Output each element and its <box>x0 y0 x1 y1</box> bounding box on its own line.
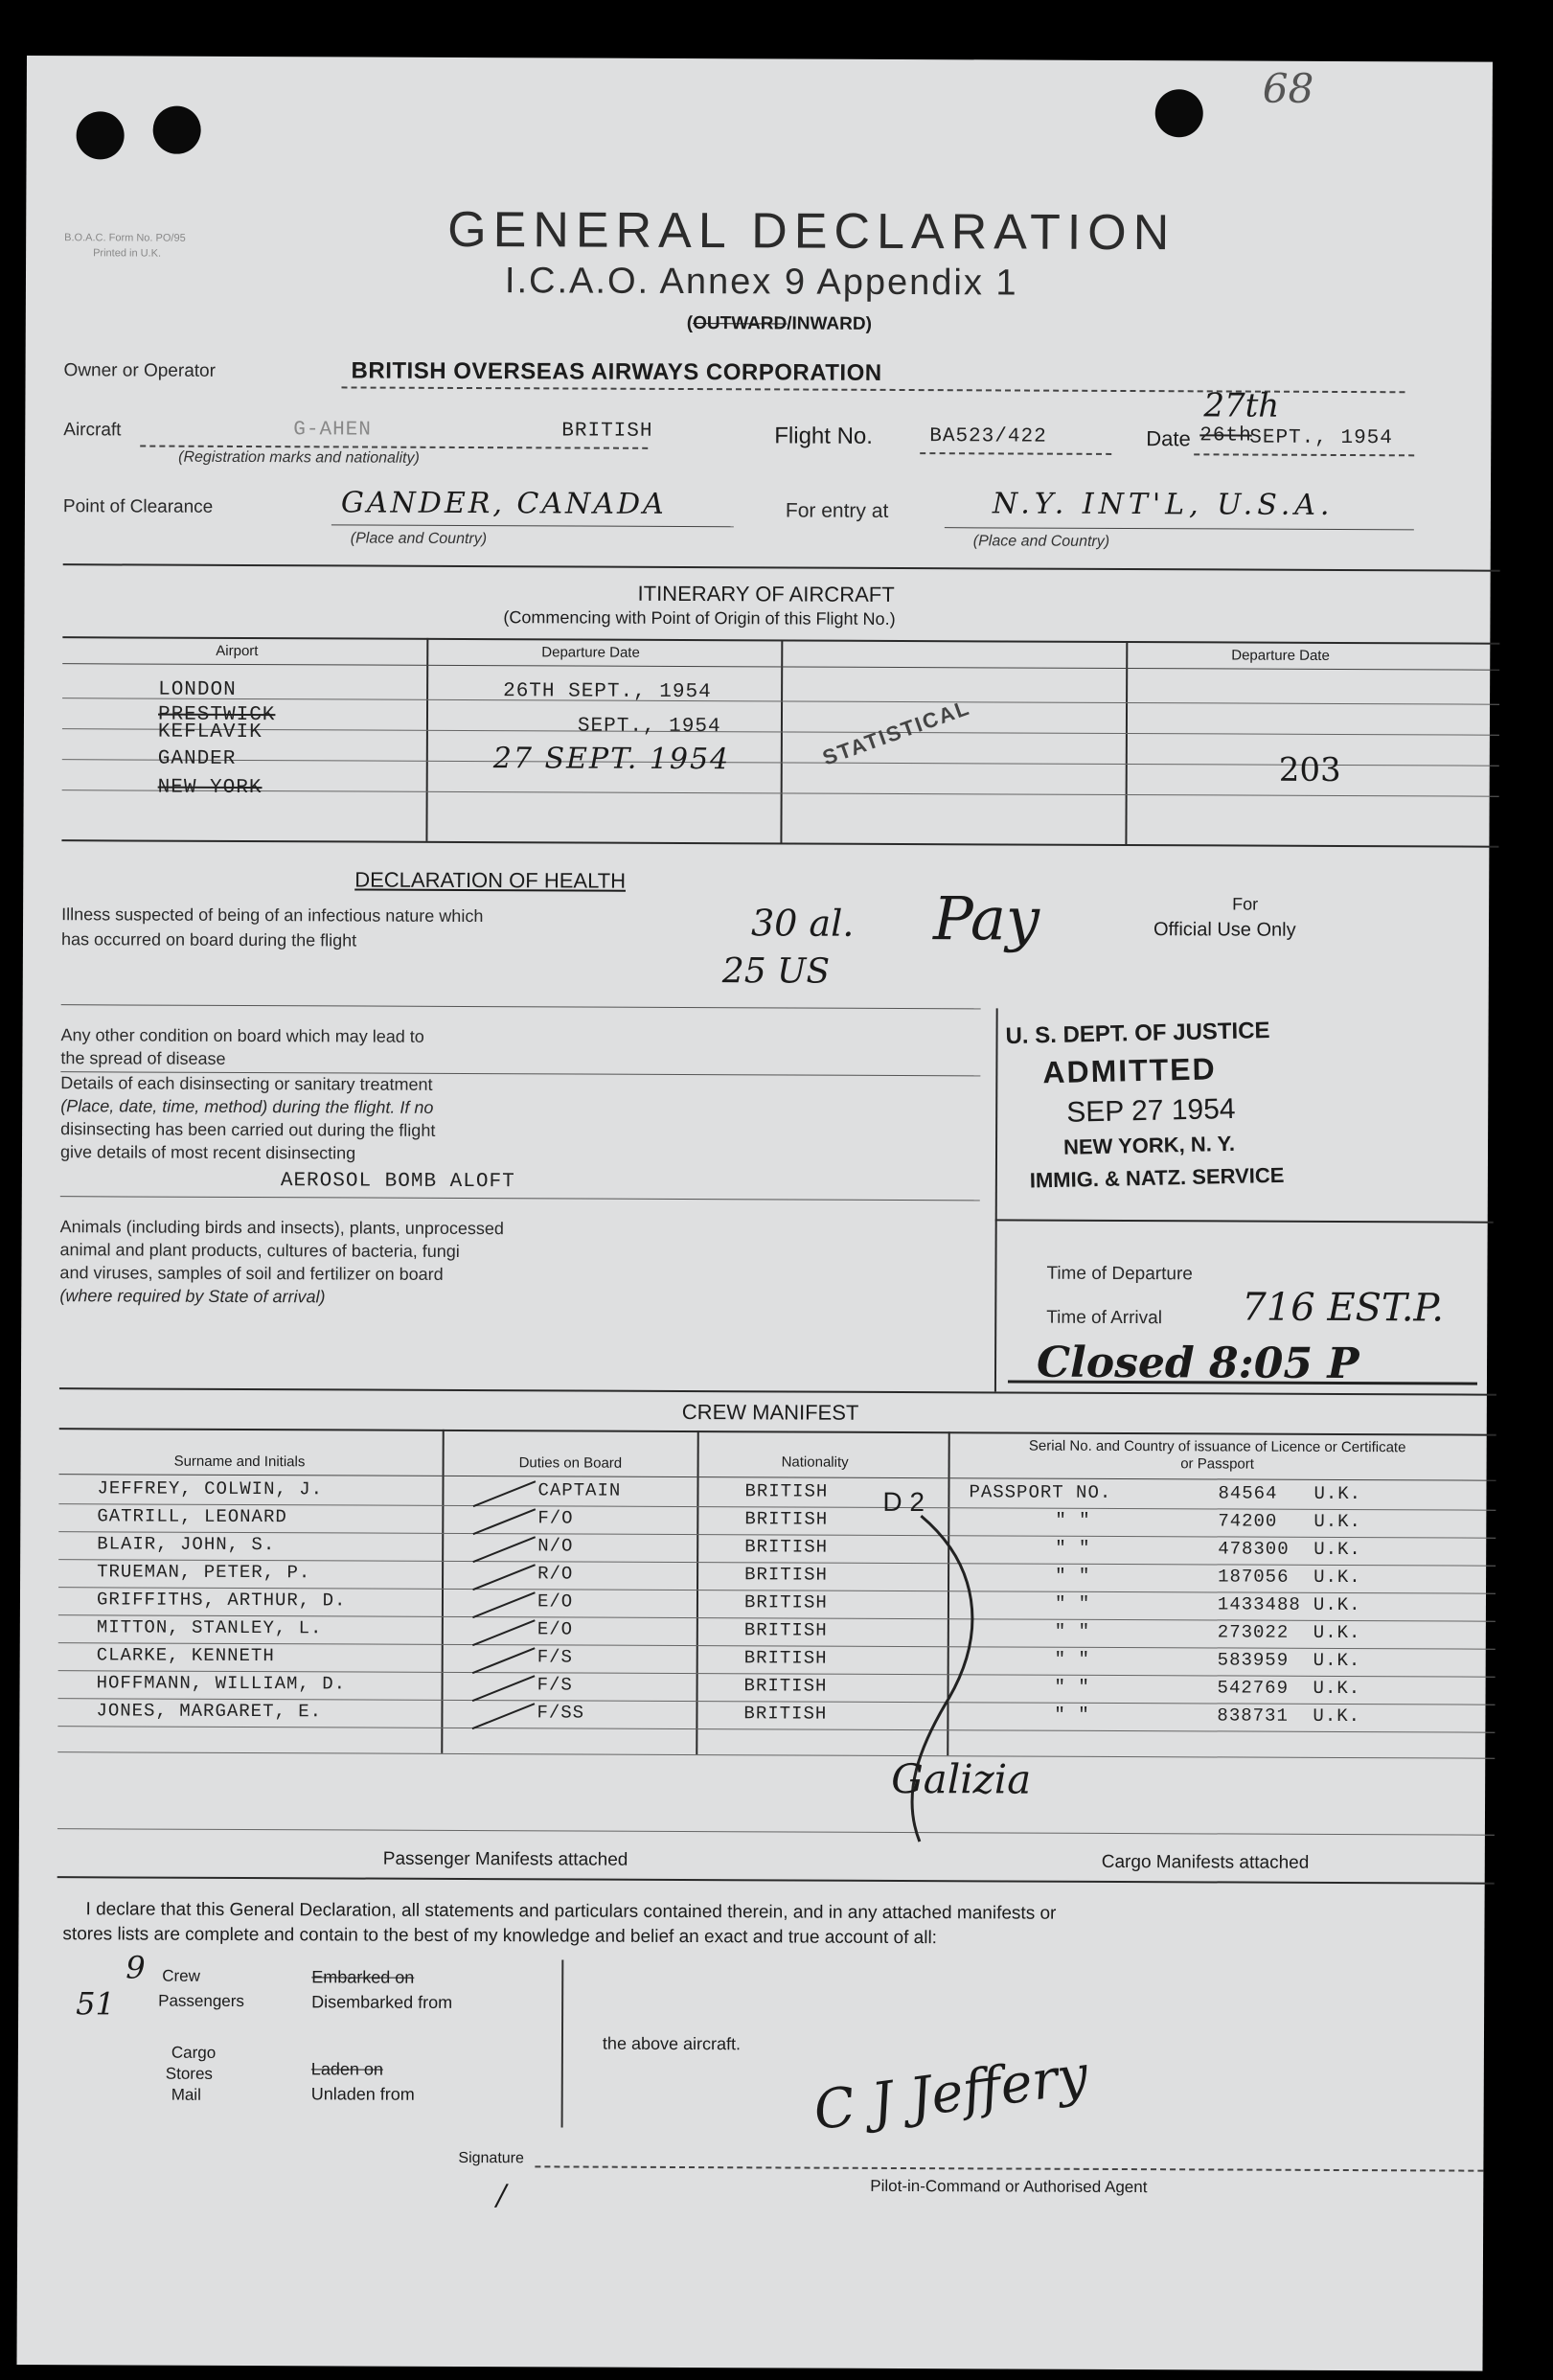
crew-document: " " <box>1055 1509 1091 1531</box>
crew-document: " " <box>1054 1676 1090 1698</box>
crew-document: " " <box>1055 1537 1091 1559</box>
itinerary-airport: GANDER <box>157 747 237 770</box>
itinerary-title: ITINERARY OF AIRCRAFT <box>637 581 895 606</box>
crew-serial: 478300 <box>1218 1538 1290 1560</box>
crew-count-label: Crew <box>162 1966 200 1985</box>
disinsecting-value: AEROSOL BOMB ALOFT <box>280 1170 515 1194</box>
crew-header-duty: Duties on Board <box>518 1454 623 1472</box>
punch-hole-left-2 <box>153 106 201 154</box>
crew-duty: CAPTAIN <box>537 1479 622 1501</box>
mail-label: Mail <box>171 2085 201 2104</box>
crew-header-nationality: Nationality <box>781 1453 849 1471</box>
crew-hand-signature: Galizia <box>891 1754 1032 1803</box>
check-mark <box>472 1647 536 1674</box>
crew-name: CLARKE, KENNETH <box>96 1644 275 1667</box>
flight-label: Flight No. <box>774 423 874 449</box>
form-subtitle: I.C.A.O. Annex 9 Appendix 1 <box>504 261 1018 304</box>
check-mark <box>472 1508 536 1535</box>
crew-nationality: BRITISH <box>744 1536 829 1558</box>
crew-nationality: BRITISH <box>744 1508 829 1530</box>
crew-country: U.K. <box>1313 1705 1361 1728</box>
crew-name: JEFFREY, COLWIN, J. <box>97 1477 324 1500</box>
itinerary-header-date-2: Departure Date <box>1231 647 1330 664</box>
cargo-manifests: Cargo Manifests attached <box>1101 1851 1310 1873</box>
crew-document: PASSPORT NO. <box>969 1481 1112 1503</box>
crew-duty: F/SS <box>537 1702 585 1724</box>
crew-serial: 1433488 <box>1217 1593 1301 1615</box>
entry-label: For entry at <box>785 499 889 522</box>
crew-document: " " <box>1055 1565 1091 1587</box>
crew-nationality: BRITISH <box>743 1703 828 1725</box>
crew-serial: 84564 <box>1218 1482 1278 1504</box>
crew-country: U.K. <box>1313 1649 1361 1672</box>
owner-value: BRITISH OVERSEAS AIRWAYS CORPORATION <box>351 357 882 386</box>
date-struck: 26th <box>1199 424 1252 447</box>
crew-country: U.K. <box>1313 1510 1361 1533</box>
printer-note-1: B.O.A.C. Form No. PO/95 <box>64 232 186 244</box>
check-mark <box>472 1536 536 1563</box>
captain-signature: C J Jeffery <box>810 2044 1092 2143</box>
entry-caption: (Place and Country) <box>972 533 1110 550</box>
admitted-stamp: U. S. DEPT. OF JUSTICE ADMITTED SEP 27 1954 NEW YORK, N. Y. IMMIG. & NATZ. SERVICE <box>1005 1018 1285 1193</box>
registration-caption: (Registration marks and nationality) <box>178 448 420 467</box>
stray-mark: / <box>496 2179 507 2213</box>
official-use-label-2: Official Use Only <box>1153 919 1296 941</box>
crew-nationality: BRITISH <box>743 1619 828 1641</box>
crew-serial: 838731 <box>1217 1705 1289 1727</box>
corner-mark: 68 <box>1262 64 1314 112</box>
closed-time-value: Closed 8:05 P <box>1036 1338 1359 1389</box>
crew-name: JONES, MARGARET, E. <box>96 1700 323 1723</box>
crew-document: " " <box>1054 1620 1091 1642</box>
pilot-in-command-label: Pilot-in-Command or Authorised Agent <box>870 2176 1148 2197</box>
crew-count: 9 <box>126 1949 146 1986</box>
itinerary-subtitle: (Commencing with Point of Origin of this Flight No.) <box>503 607 896 629</box>
departure-time-label: Time of Departure <box>1046 1263 1193 1285</box>
crew-row-rule <box>57 1726 1495 1733</box>
laden-label: Laden on <box>310 2059 383 2079</box>
crew-duty: R/O <box>537 1563 574 1585</box>
crew-name: GRIFFITHS, ARTHUR, D. <box>96 1589 347 1612</box>
entry-value: N.Y. INT'L, U.S.A. <box>992 487 1335 522</box>
health-hand-2: 25 US <box>721 951 831 992</box>
crew-document: " " <box>1054 1648 1090 1670</box>
date-value: SEPT., 1954 <box>1249 426 1393 450</box>
crew-serial: 273022 <box>1217 1621 1290 1643</box>
crew-serial: 583959 <box>1217 1649 1290 1671</box>
official-use-label-1: For <box>1232 894 1259 914</box>
declaration-form: 68 B.O.A.C. Form No. PO/95 Printed in U.K. GENERAL DECLARATION I.C.A.O. Annex 9 Appendix 1 (OUTWARD/INWARD) Owner or Operator BRITISH OVERSEAS AIRWAYS CORPORATION Aircraft G-AHEN BRITISH (Registration marks and nationality) Flight No. BA523/422 Date 26th 27th SEPT., 1954 Point of Clearance GANDER, CANADA (Place and Country) For entry at N.Y. INT'L, U.S.A. (Place and Country) ITINERARY OF AIRCRAFT (Commencing with Point of Origin of this Flight No.) Airport Departure Date Departure Date LONDON PRESTWICK KEFLAVIK GANDER NEW YORK 26TH SEPT., 1954 SEPT., 1954 27 SEPT. 1954 STATISTICAL 203 DECLARATION OF HEALTH Illness suspected of being of an infectious nature which has occurred on board during the flight 30 al. 25 US Pay For Official Use Only Any other condition on board which may lead to the spread of disease Details of each disinsecting or sanitary treatment (Place, date, time, method) during the flight. If no disinsecting has been carried out during the flight give details of most recent disinsecting AEROSOL BOMB ALOFT Animals (including birds and insects), plants, unprocessed animal and plant products, cultures of bacteria, fungi and viruses, samples of soil and fertilizer on board (where required by State of arrival) U. S. DEPT. OF JUSTICE ADMITTED SEP 27 1954 NEW YORK, N. Y. IMMIG. & NATZ. SERVICE Time of Departure Time of Arrival 716 EST.P. Closed 8:05 P CREW MANIFEST Surname and Initials Duties on Board Nationality Serial No. and Country of issuance of Licence or Certificate or Passport JEFFREY, COLWIN, J. CAPTAIN BRITISH PASSPORT NO. 84564 U.K. GATRILL, LEONARD F/O BRITISH " " 74200 U.K. BLAIR, JOHN, S. N/O BRITISH " " 478300 U.K. TRUEMAN, PETER, P. R/O BRITISH " " 187056 U.K. GRIFFITHS, ARTHUR, D. E/O BRITISH " " 1433488 U.K. MITTON, STANLEY, L. E/O BRITISH " " 273022 U.K. CLARKE, KENNETH F/S BRITISH " " 583959 U.K. HOFFMANN, WILLIAM, D. F/S BRITISH " " 542769 U.K. JONES, MARGARET, E. F/SS BRITISH " " 838731 U.K. D 2 Galizia Passenger Manifests attached Cargo Manifests attached I declare that this General Declaration, all statements and particulars contained therein, and in any attached manifests or stores lists are complete and contain to the best of my knowledge and belief an exact and true account of all: 9 Crew 51 Passengers Embarked on Disembarked from Cargo Stores Mail Laden on Unladen from the above aircraft. C J Jeffery Signature Pilot-in-Command or Authorised Agent / <box>16 56 1493 2371</box>
check-mark <box>473 1480 537 1507</box>
check-mark <box>472 1591 536 1618</box>
statistical-stamp: STATISTICAL <box>819 695 973 770</box>
crew-country: U.K. <box>1313 1593 1361 1616</box>
crew-document: " " <box>1054 1592 1091 1614</box>
aircraft-registration: G-AHEN <box>293 419 372 442</box>
above-aircraft: the above aircraft. <box>602 2033 742 2054</box>
itinerary-right-number: 203 <box>1278 750 1341 790</box>
crew-country: U.K. <box>1313 1482 1362 1505</box>
crew-duty: F/O <box>537 1507 574 1529</box>
punch-hole-left-1 <box>77 111 125 159</box>
declaration-line-2: stores lists are complete and contain to the best of my knowledge and belief an exact and true account of all: <box>62 1924 938 1949</box>
crew-title: CREW MANIFEST <box>681 1399 859 1425</box>
crew-duty: N/O <box>537 1535 574 1557</box>
check-mark <box>472 1703 536 1729</box>
itinerary-header-airport: Airport <box>216 642 259 660</box>
health-hand-signature: Pay <box>932 883 1040 954</box>
passenger-count-label: Passengers <box>158 1991 244 2011</box>
flight-value: BA523/422 <box>929 425 1047 448</box>
crew-country: U.K. <box>1313 1677 1361 1700</box>
check-mark <box>472 1675 536 1702</box>
check-mark <box>472 1564 536 1590</box>
aircraft-nationality: BRITISH <box>561 420 653 443</box>
crew-header-licence: Serial No. and Country of issuance of Licence or Certificate or Passport <box>1028 1437 1406 1473</box>
embarked-label: Embarked on <box>311 1967 415 1987</box>
signature-label: Signature <box>458 2149 524 2167</box>
crew-document: " " <box>1054 1704 1090 1726</box>
crew-serial: 74200 <box>1218 1510 1278 1532</box>
clearance-value: GANDER, CANADA <box>340 486 667 521</box>
health-title: DECLARATION OF HEALTH <box>354 867 627 893</box>
crew-nationality: BRITISH <box>744 1480 829 1502</box>
itinerary-header-date: Departure Date <box>541 644 640 661</box>
itinerary-airport: NEW YORK <box>157 776 263 800</box>
clearance-caption: (Place and Country) <box>350 530 488 548</box>
crew-name: BLAIR, JOHN, S. <box>97 1533 276 1556</box>
declaration-brace <box>555 1955 584 2137</box>
itinerary-date-handwritten: 27 SEPT. 1954 <box>492 742 731 777</box>
crew-duty: F/S <box>537 1674 573 1696</box>
crew-nationality: BRITISH <box>744 1564 828 1586</box>
crew-serial: 187056 <box>1218 1566 1290 1588</box>
arrival-time-value: 716 EST.P. <box>1242 1285 1445 1331</box>
crew-country: U.K. <box>1313 1621 1361 1644</box>
punch-hole-right <box>1155 89 1203 137</box>
stores-label: Stores <box>165 2064 213 2083</box>
crew-name: HOFFMANN, WILLIAM, D. <box>96 1672 347 1695</box>
unladen-label: Unladen from <box>310 2084 415 2104</box>
passenger-count: 51 <box>76 1985 115 2023</box>
health-hand-1: 30 al. <box>750 902 855 945</box>
itinerary-airport: PRESTWICK <box>157 703 276 727</box>
crew-serial: 542769 <box>1217 1677 1290 1699</box>
itinerary-date: 26TH SEPT., 1954 <box>503 680 712 704</box>
crew-duty: E/O <box>537 1618 574 1640</box>
disembarked-label: Disembarked from <box>311 1992 453 2012</box>
crew-header-name: Surname and Initials <box>173 1453 306 1471</box>
crew-name: TRUEMAN, PETER, P. <box>97 1561 311 1584</box>
crew-country: U.K. <box>1313 1566 1361 1589</box>
crew-duty: F/S <box>537 1646 573 1668</box>
printer-note-2: Printed in U.K. <box>93 247 162 260</box>
direction: (OUTWARD/INWARD) <box>686 313 872 334</box>
crew-nationality: BRITISH <box>743 1647 828 1669</box>
crew-nationality: BRITISH <box>743 1591 828 1613</box>
crew-name: MITTON, STANLEY, L. <box>96 1616 323 1639</box>
date-label: Date <box>1146 426 1191 451</box>
check-mark <box>472 1619 536 1646</box>
cargo-label: Cargo <box>171 2043 217 2062</box>
crew-hand-code: D 2 <box>882 1486 925 1518</box>
itinerary-date: SEPT., 1954 <box>577 715 721 739</box>
passenger-manifests: Passenger Manifests attached <box>382 1848 628 1870</box>
itinerary-airport: LONDON <box>158 678 237 701</box>
crew-name: GATRILL, LEONARD <box>97 1505 287 1528</box>
arrival-time-label: Time of Arrival <box>1046 1307 1163 1329</box>
date-handwritten: 27th <box>1203 386 1280 425</box>
crew-country: U.K. <box>1313 1538 1361 1561</box>
owner-label: Owner or Operator <box>63 360 217 381</box>
clearance-label: Point of Clearance <box>62 496 214 517</box>
itinerary-airport: KEFLAVIK <box>157 721 263 744</box>
crew-duty: E/O <box>537 1590 574 1613</box>
aircraft-label: Aircraft <box>63 420 122 441</box>
crew-nationality: BRITISH <box>743 1675 828 1697</box>
form-title: GENERAL DECLARATION <box>447 201 1176 262</box>
declaration-line-1: I declare that this General Declaration, all statements and particulars contained therein, and in any attached manifests or <box>85 1899 1057 1924</box>
